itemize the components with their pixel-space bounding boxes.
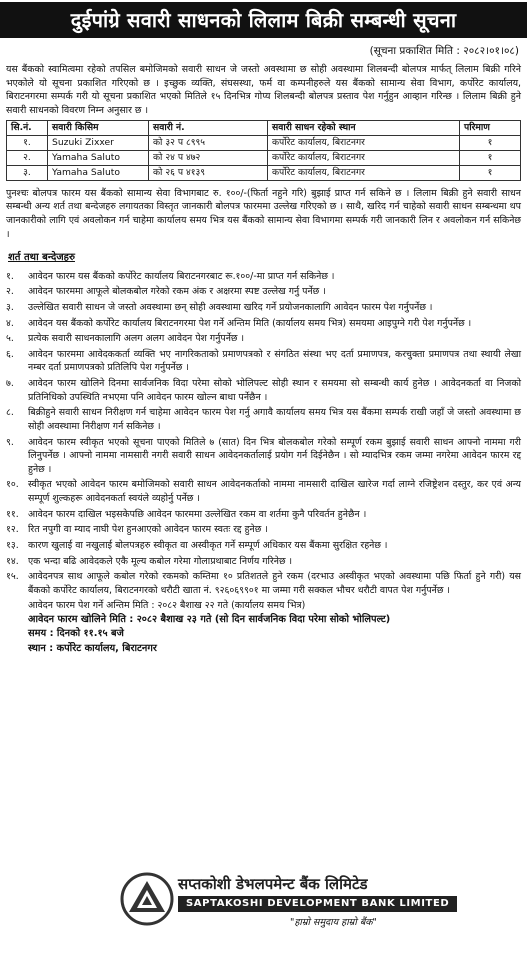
list-item — [6, 570, 521, 597]
opening-place: स्थान : कर्पोरेट कार्यालय, बिराटनगर — [28, 642, 157, 654]
notice-title: दुईपांग्रे सवारी साधनको लिलाम बिक्री सम्बन्धी सूचना — [0, 2, 527, 38]
condition-text: आवेदन फारममा आवेदककर्ता व्यक्ति भए नागरिकताको प्रमाणपत्रको र संगठित संस्था भए दर्ता प्रमाणपत्र, करचुक्ता प्रमाणपत्र तथा स्थायी लेखा नम्बर दर्ता प्रमाणपत्रको प्रतिलिपि पेश गर्नुपर्नेछ । — [28, 348, 521, 374]
condition-number: १२. — [6, 524, 19, 536]
cell-vehicle-no: को ३२ प ८९९५ — [149, 135, 268, 150]
condition-number: १३. — [6, 539, 19, 551]
opening-date: आवेदन फारम खोलिने मिति : २०८२ बैशाख २३ गते (सो दिन सार्वजनिक विदा परेमा सोको भोलिपल्ट) — [28, 614, 391, 626]
condition-number: ५. — [6, 333, 14, 345]
list-item — [6, 348, 521, 375]
list-item — [6, 523, 521, 537]
condition-number: ६. — [6, 348, 14, 360]
condition-text: आवेदन फारम यस बैंकको कर्पोरेट कार्यालय बिराटनगरबाट रू.१००/-मा प्राप्त गर्न सकिनेछ । — [28, 270, 335, 282]
cell-vehicle-no: को २४ प ४७२ — [149, 150, 268, 165]
opening-time: समय : दिनको ११.१५ बजे — [28, 628, 124, 640]
condition-number: ७. — [6, 378, 14, 390]
cell-sn: १. — [7, 135, 48, 150]
table-row — [7, 135, 521, 150]
condition-text: बिक्रीहुने सवारी साधन निरीक्षण गर्न चाहेमा आवेदन फारम पेश गर्नु अगावै कार्यालय समय भित्र यस बैंकमा सम्पर्क राखी जहाँ जे जस्तो अवस्थामा छ सोही अवस्थामा निरीक्षण गर्न सकिनेछ । — [28, 407, 521, 432]
cell-quantity: १ — [460, 165, 521, 180]
condition-text: आवेदन फारम खोलिने दिनमा सार्वजनिक विदा परेमा सोको भोलिपल्ट सोही स्थान र समयमा सो सम्बन्धी कार्य हुनेछ । आवेदनकर्ता वा निजको प्रतिनिधिको उपस्थिति नभएमा पनि आवेदन फारम खोल्न बाधा पर्नेछैन । — [28, 378, 521, 403]
published-date: (सूचना प्रकाशित मिति : २०८२।०१।०८) — [369, 45, 519, 57]
condition-text: कारण खुलाई वा नखुलाई बोलपत्रहरु स्वीकृत वा अस्वीकृत गर्ने सम्पूर्ण अधिकार यस बैंकमा सुरक्षित रहनेछ । — [28, 539, 388, 551]
vehicle-table-header — [7, 120, 521, 135]
list-item — [6, 301, 521, 315]
last-submission-date: आवेदन फारम पेश गर्ने अन्तिम मिति : २०८२ बैशाख २२ गते (कार्यालय समय भित्र) — [28, 600, 306, 612]
triangle-mountain-logo-icon — [120, 872, 174, 926]
cell-location: कर्पोरेट कार्यालय, बिराटनगर — [268, 150, 460, 165]
condition-number: ११. — [6, 508, 19, 520]
bank-logo-block — [120, 872, 450, 942]
bank-name-nepali: सप्तकोशी डेभलपमेन्ट बैंक लिमिटेड — [178, 875, 368, 893]
list-item — [6, 406, 521, 433]
condition-text: आवेदन फारम दाखिल भइसकेपछि आवेदन फारममा उल्लेखित रकम वा शर्तमा कुनै परिवर्तन हुनेछैन । — [28, 508, 367, 520]
col-vehicle-no: सवारी नं. — [149, 120, 268, 135]
condition-number: ९. — [6, 436, 14, 448]
list-item — [6, 270, 521, 284]
bank-tagline: "हाम्रो समुदाय हाम्रो बैंक" — [290, 917, 377, 928]
cell-quantity: १ — [460, 135, 521, 150]
condition-text: स्वीकृत भएको आवेदन फारम बमोजिमको सवारी साधन आवेदनकर्ताको नाममा नामसारी दाखिल खारेज गर्दा लाग्ने रजिष्ट्रेशन दस्तुर, कर एवं अन्य सम्पूर्ण शुल्कहरू आवेदनकर्ता स्वयंले व्यहोर्नु पर्नेछ । — [28, 479, 521, 505]
col-quantity: परिमाण — [460, 120, 521, 135]
condition-number: २. — [6, 286, 14, 298]
list-item — [6, 508, 521, 522]
cell-vehicle-no: को २६ प ४१३९ — [149, 165, 268, 180]
condition-text: आवेदन यस बैंकको कर्पोरेट कार्यालय बिराटनगरमा पेश गर्ने अन्तिम मिति (कार्यालय समय भित्र) समयमा आइपुग्ने गरी पेश गर्नुपर्नेछ । — [28, 317, 472, 329]
list-item — [6, 539, 521, 553]
condition-text: उल्लेखित सवारी साधन जे जस्तो अवस्थामा छन् सोही अवस्थामा खरिद गर्ने प्रयोजनकालागि आवेदन फारम पेश गर्नुपर्नेछ । — [28, 301, 433, 313]
list-item — [6, 332, 521, 346]
cell-location: कर्पोरेट कार्यालय, बिराटनगर — [268, 135, 460, 150]
conditions-list — [6, 270, 521, 598]
list-item — [6, 436, 521, 477]
condition-text: प्रत्येक सवारी साधनकालागि अलग अलग आवेदन पेश गर्नुपर्नेछ । — [28, 333, 245, 345]
condition-number: ८. — [6, 407, 14, 419]
cell-location: कर्पोरेट कार्यालय, बिराटनगर — [268, 165, 460, 180]
cell-vehicle-type: Yamaha Saluto — [48, 150, 149, 165]
cell-quantity: १ — [460, 150, 521, 165]
condition-text: आवेदनपत्र साथ आफूले कबोल गरेको रकमको कम्तिमा १० प्रतिशतले हुने रकम (दरभाउ अस्वीकृत भएको अवस्थामा पछि फिर्ता हुने गरी) यस बैंकको कर्पोरेट कार्यालय, बिराटनगरको धरौटी खाता नं. ९२६०६९९०१ मा जम्मा गरी सक्कल भौचर धरौटी वापत पेश गर्नुपर्नेछ । — [28, 571, 521, 596]
postscript-paragraph: पुनश्चः बोलपत्र फारम यस बैंकको सामान्य सेवा विभागबाट रु. १००/-(फिर्ता नहुने गरि) बुझाई प्राप्त गर्न सकिने छ । लिलाम बिक्री हुने सवारी साधन सम्बन्धी अन्य शर्त तथा बन्देजहरु लगायतका विस्तृत जानकारी बोलपत्र फारममा उल्लेख गरिएको छ । साथै, खरिद गर्न चाहेको सवारी साधन सम्बन्धमा थप जानकारीको लागि एवं अवलोकन गर्न चाहेमा कार्यालय समय भित्र यस बैंकको सामान्य सेवा विभागमा सम्पर्क गरी जानकारी लिन र अवलोकन गर्न सकिनेछ । — [6, 187, 522, 240]
condition-text: आवेदन फारम स्वीकृत भएको सूचना पाएको मितिले ७ (सात) दिन भित्र बोलकबोल गरेको सम्पूर्ण रकम बुझाई सवारी साधन आफ्नो नाममा गरी लिनुपर्नेछ । आफ्नो नाममा नामसारी नगरी सवारी साधन आवेदनकर्तालाई प्रयोग गर्न दिईनेछैन । सो म्यादभित्र रकम जम्मा नगरेमा आवेदन फारम रद्द हुनेछ । — [28, 436, 521, 475]
list-item — [6, 285, 521, 299]
cell-sn: ३. — [7, 165, 48, 180]
condition-number: १५. — [6, 571, 19, 583]
col-vehicle-type: सवारी किसिम — [48, 120, 149, 135]
condition-text: एक भन्दा बढि आवेदकले एकै मूल्य कबोल गरेमा गोलाप्रथाबाट निर्णय गरिनेछ । — [28, 555, 293, 567]
list-item — [6, 317, 521, 331]
intro-paragraph: यस बैंकको स्वामित्वमा रहेको तपसिल बमोजिमको सवारी साधन जे जस्तो अवस्थामा छ सोही अवस्थामा शिलबन्दी बोलपत्र मार्फत् लिलाम बिक्री गरिने भएकोले यो सूचना प्रकाशित गरिएको छ । इच्छुक व्यक्ति, संघसस्था, फर्म वा कम्पनीहरुले यस बैंकको सामान्य सेवा विभाग, कर्पोरेट कार्यालय, बिराटनगरमा सम्पर्क गरी यो सूचना प्रकाशित भएको मितिले १५ दिनभित्र गोप्य शिलबन्दी बोलपत्र प्रस्ताव पेश गर्नुहुन आव्हान गरिन्छ । लिलाम बिक्री हुने सवारी साधनको विवरण निम्न अनुसार छ । — [6, 64, 521, 117]
list-item — [6, 478, 521, 505]
table-row — [7, 150, 521, 165]
conditions-heading: शर्त तथा बन्देजहरु — [8, 252, 75, 264]
condition-number: १४. — [6, 555, 19, 567]
bank-name-english: SAPTAKOSHI DEVELOPMENT BANK LIMITED — [178, 896, 457, 912]
condition-text: रित नपुगी वा म्याद नाघी पेश हुनआएको आवेदन फारम स्वतः रद्द हुनेछ । — [28, 524, 268, 536]
vehicle-table — [6, 120, 521, 181]
col-location: सवारी साधन रहेको स्थान — [268, 120, 460, 135]
condition-number: १. — [6, 270, 14, 282]
cell-sn: २. — [7, 150, 48, 165]
condition-text: आवेदन फारममा आफूले बोलकबोल गरेको रकम अंक र अक्षरमा स्पष्ट उल्लेख गर्नु पर्नेछ । — [28, 286, 326, 298]
list-item — [6, 377, 521, 404]
list-item — [6, 555, 521, 569]
cell-vehicle-type: Yamaha Saluto — [48, 165, 149, 180]
cell-vehicle-type: Suzuki Zixxer — [48, 135, 149, 150]
col-sn: सि.नं. — [7, 120, 48, 135]
table-row — [7, 165, 521, 180]
condition-number: ४. — [6, 317, 14, 329]
condition-number: १०. — [6, 479, 19, 491]
condition-number: ३. — [6, 301, 14, 313]
